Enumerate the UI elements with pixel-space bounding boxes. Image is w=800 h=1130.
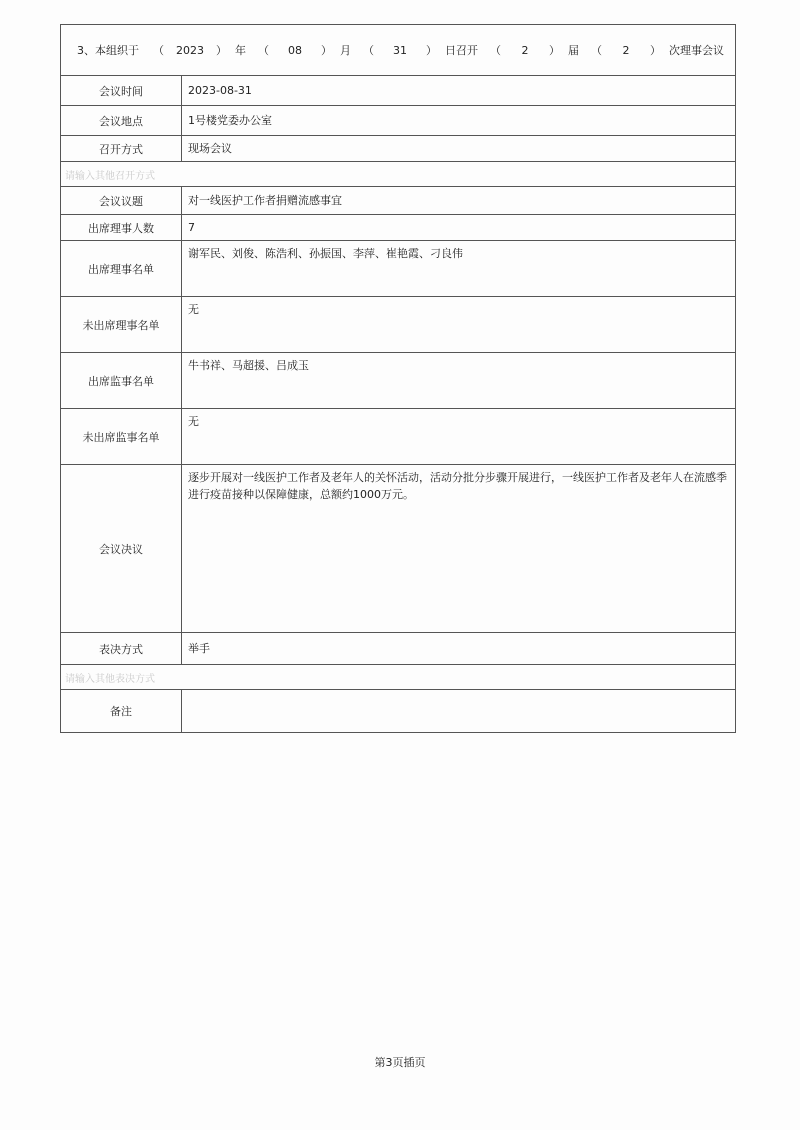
- label-vote-method: 表决方式: [61, 633, 182, 664]
- meeting-header: 3、本组织于 （ 2023 ） 年 （ 08 ） 月 （ 31 ） 日召开 （ 2 ） 届 （ 2 ） 次理事会议: [61, 25, 735, 76]
- label-meeting-time: 会议时间: [61, 76, 182, 105]
- row-meeting-place: [61, 106, 735, 136]
- row-meeting-time: [61, 76, 735, 106]
- value-meeting-place[interactable]: 1号楼党委办公室: [188, 114, 272, 127]
- value-resolution[interactable]: 逐步开展对一线医护工作者及老年人的关怀活动，活动分批分步骤开展进行，一线医护工作者及老年人在流感季进行疫苗接种以保障健康，总额约1000万元。: [188, 471, 727, 501]
- row-resolution: [61, 465, 735, 633]
- label-absent-list: 未出席理事名单: [61, 297, 182, 352]
- value-attend-list[interactable]: 谢军民、刘俊、陈浩利、孙振国、李萍、崔艳霞、刁良伟: [188, 247, 463, 260]
- value-meeting-time[interactable]: 2023-08-31: [188, 84, 252, 97]
- value-supervisor-list[interactable]: 牛书祥、马超援、吕成玉: [188, 359, 309, 372]
- header-session: 2: [521, 43, 529, 57]
- header-year-unit: 年: [235, 44, 246, 57]
- value-absent-list[interactable]: 无: [188, 303, 199, 316]
- row-supervisor-list: [61, 353, 735, 409]
- value-meeting-method[interactable]: 现场会议: [188, 142, 232, 155]
- header-count: 2: [622, 43, 630, 57]
- row-attend-list: [61, 241, 735, 297]
- page-footer: 第3页插页: [374, 1056, 426, 1069]
- label-attend-list: 出席理事名单: [61, 241, 182, 296]
- header-prefix: 3、本组织于: [77, 44, 139, 57]
- header-month-unit: 月: [340, 44, 351, 57]
- method-other-placeholder[interactable]: 请输入其他召开方式: [61, 162, 735, 187]
- header-day-unit: 日召开: [445, 44, 478, 57]
- value-vote-method[interactable]: 举手: [188, 642, 210, 655]
- row-vote-method: [61, 633, 735, 665]
- label-meeting-topic: 会议议题: [61, 187, 182, 214]
- row-supervisor-absent: [61, 409, 735, 465]
- meeting-form: [60, 24, 736, 733]
- header-year: 2023: [176, 43, 204, 57]
- value-supervisor-absent[interactable]: 无: [188, 415, 199, 428]
- label-attend-count: 出席理事人数: [61, 215, 182, 240]
- label-supervisor-absent: 未出席监事名单: [61, 409, 182, 464]
- value-attend-count[interactable]: 7: [188, 221, 195, 234]
- row-meeting-topic: [61, 187, 735, 215]
- label-meeting-place: 会议地点: [61, 106, 182, 135]
- label-supervisor-list: 出席监事名单: [61, 353, 182, 408]
- value-remark[interactable]: [182, 690, 735, 732]
- vote-other-placeholder[interactable]: 请输入其他表决方式: [61, 665, 735, 690]
- row-attend-count: [61, 215, 735, 241]
- row-meeting-method: [61, 136, 735, 162]
- header-month: 08: [288, 43, 302, 57]
- label-resolution: 会议决议: [61, 465, 182, 632]
- value-meeting-topic[interactable]: 对一线医护工作者捐赠流感事宜: [188, 194, 342, 207]
- label-remark: 备注: [61, 690, 182, 732]
- header-day: 31: [393, 43, 407, 57]
- row-absent-list: [61, 297, 735, 353]
- header-session-unit: 届: [568, 44, 579, 57]
- row-remark: [61, 690, 735, 732]
- header-count-unit: 次理事会议: [669, 44, 724, 57]
- label-meeting-method: 召开方式: [61, 136, 182, 161]
